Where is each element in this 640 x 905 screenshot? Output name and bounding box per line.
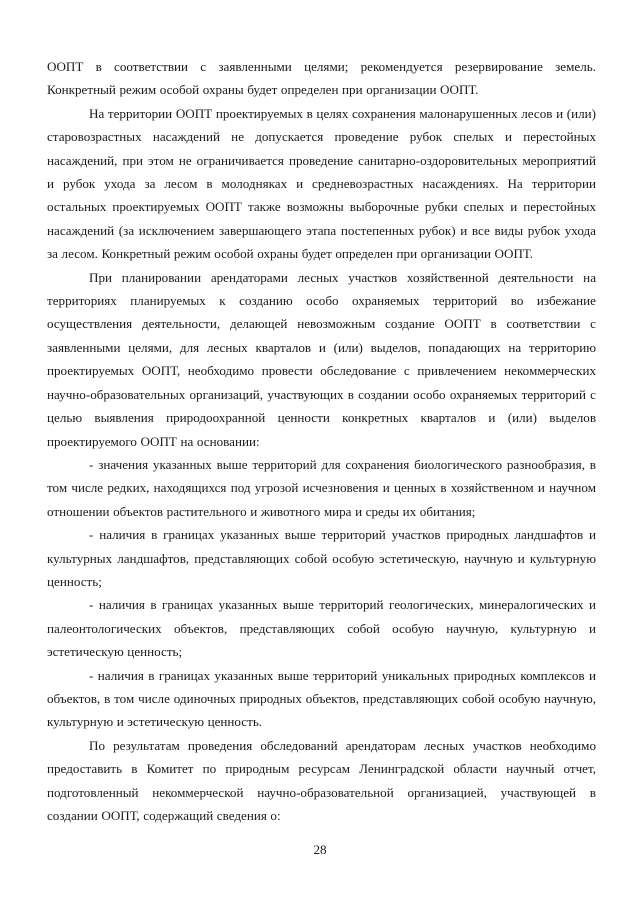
list-item-geological-objects: - наличия в границах указанных выше территорий геологических, минералогических и палеонтологических объектов, представляющих собой особую научную, культурную и эстетическую ценность; (47, 597, 596, 660)
list-item-biodiversity: - значения указанных выше территорий для сохранения биологического разнообразия, в том числе редких, находящихся под угрозой исчезновения и ценных в хозяйственном и научном отношении объектов растительного и животного мира и среды их обитания; (47, 456, 596, 519)
list-item-natural-complexes: - наличия в границах указанных выше территорий уникальных природных комплексов и объектов, в том числе одиночных природных объектов, представляющих собой особую научную, культурную и эстетическую ценность. (47, 667, 596, 730)
text-body (47, 55, 596, 827)
paragraph-1: ООПТ в соответствии с заявленными целями; рекомендуется резервирование земель. Конкретный режим особой охраны будет определен при организации ООПТ. (47, 59, 596, 98)
paragraph-report: По результатам проведения обследований арендаторам лесных участков необходимо предоставить в Комитет по природным ресурсам Ленинградской области научный отчет, подготовленный некоммерческой научно-образовательной организацией, участвующей в создании ООПТ, содержащий сведения о: (47, 737, 596, 823)
paragraph-3: При планировании арендаторами лесных участков хозяйственной деятельности на территориях планируемых к созданию особо охраняемых территорий во избежание осуществления деятельности, делающей невозможным создание ООПТ в соответствии с заявленными целями, для лесных кварталов и (или) выделов, попадающих на территорию проектируемых ООПТ, необходимо провести обследование с привлечением некоммерческих научно-образовательных организаций, участвующих в создании особо охраняемых территорий с целью выявления природоохранной ценности конкретных кварталов и (или) выделов проектируемого ООПТ на основании: (47, 269, 596, 449)
page-number: 28 (313, 842, 327, 857)
list-item-landscapes: - наличия в границах указанных выше территорий участков природных ландшафтов и культурных ландшафтов, представляющих собой особую эстетическую, научную и культурную ценность; (47, 527, 596, 589)
paragraph-2: На территории ООПТ проектируемых в целях сохранения малонарушенных лесов и (или) старовозрастных насаждений не допускается проведение рубок спелых и перестойных насаждений, при этом не ограничивается проведение санитарно-оздоровительных мероприятий и рубок ухода за лесом в молодняках и средневозрастных насаждениях. На территории остальных проектируемых ООПТ также возможны выборочные рубки спелых и перестойных насаждений (за исключением завершающего этапа постепенных рубок) и все виды рубок ухода за лесом. Конкретный режим особой охраны будет определен при организации ООПТ. (47, 105, 596, 262)
